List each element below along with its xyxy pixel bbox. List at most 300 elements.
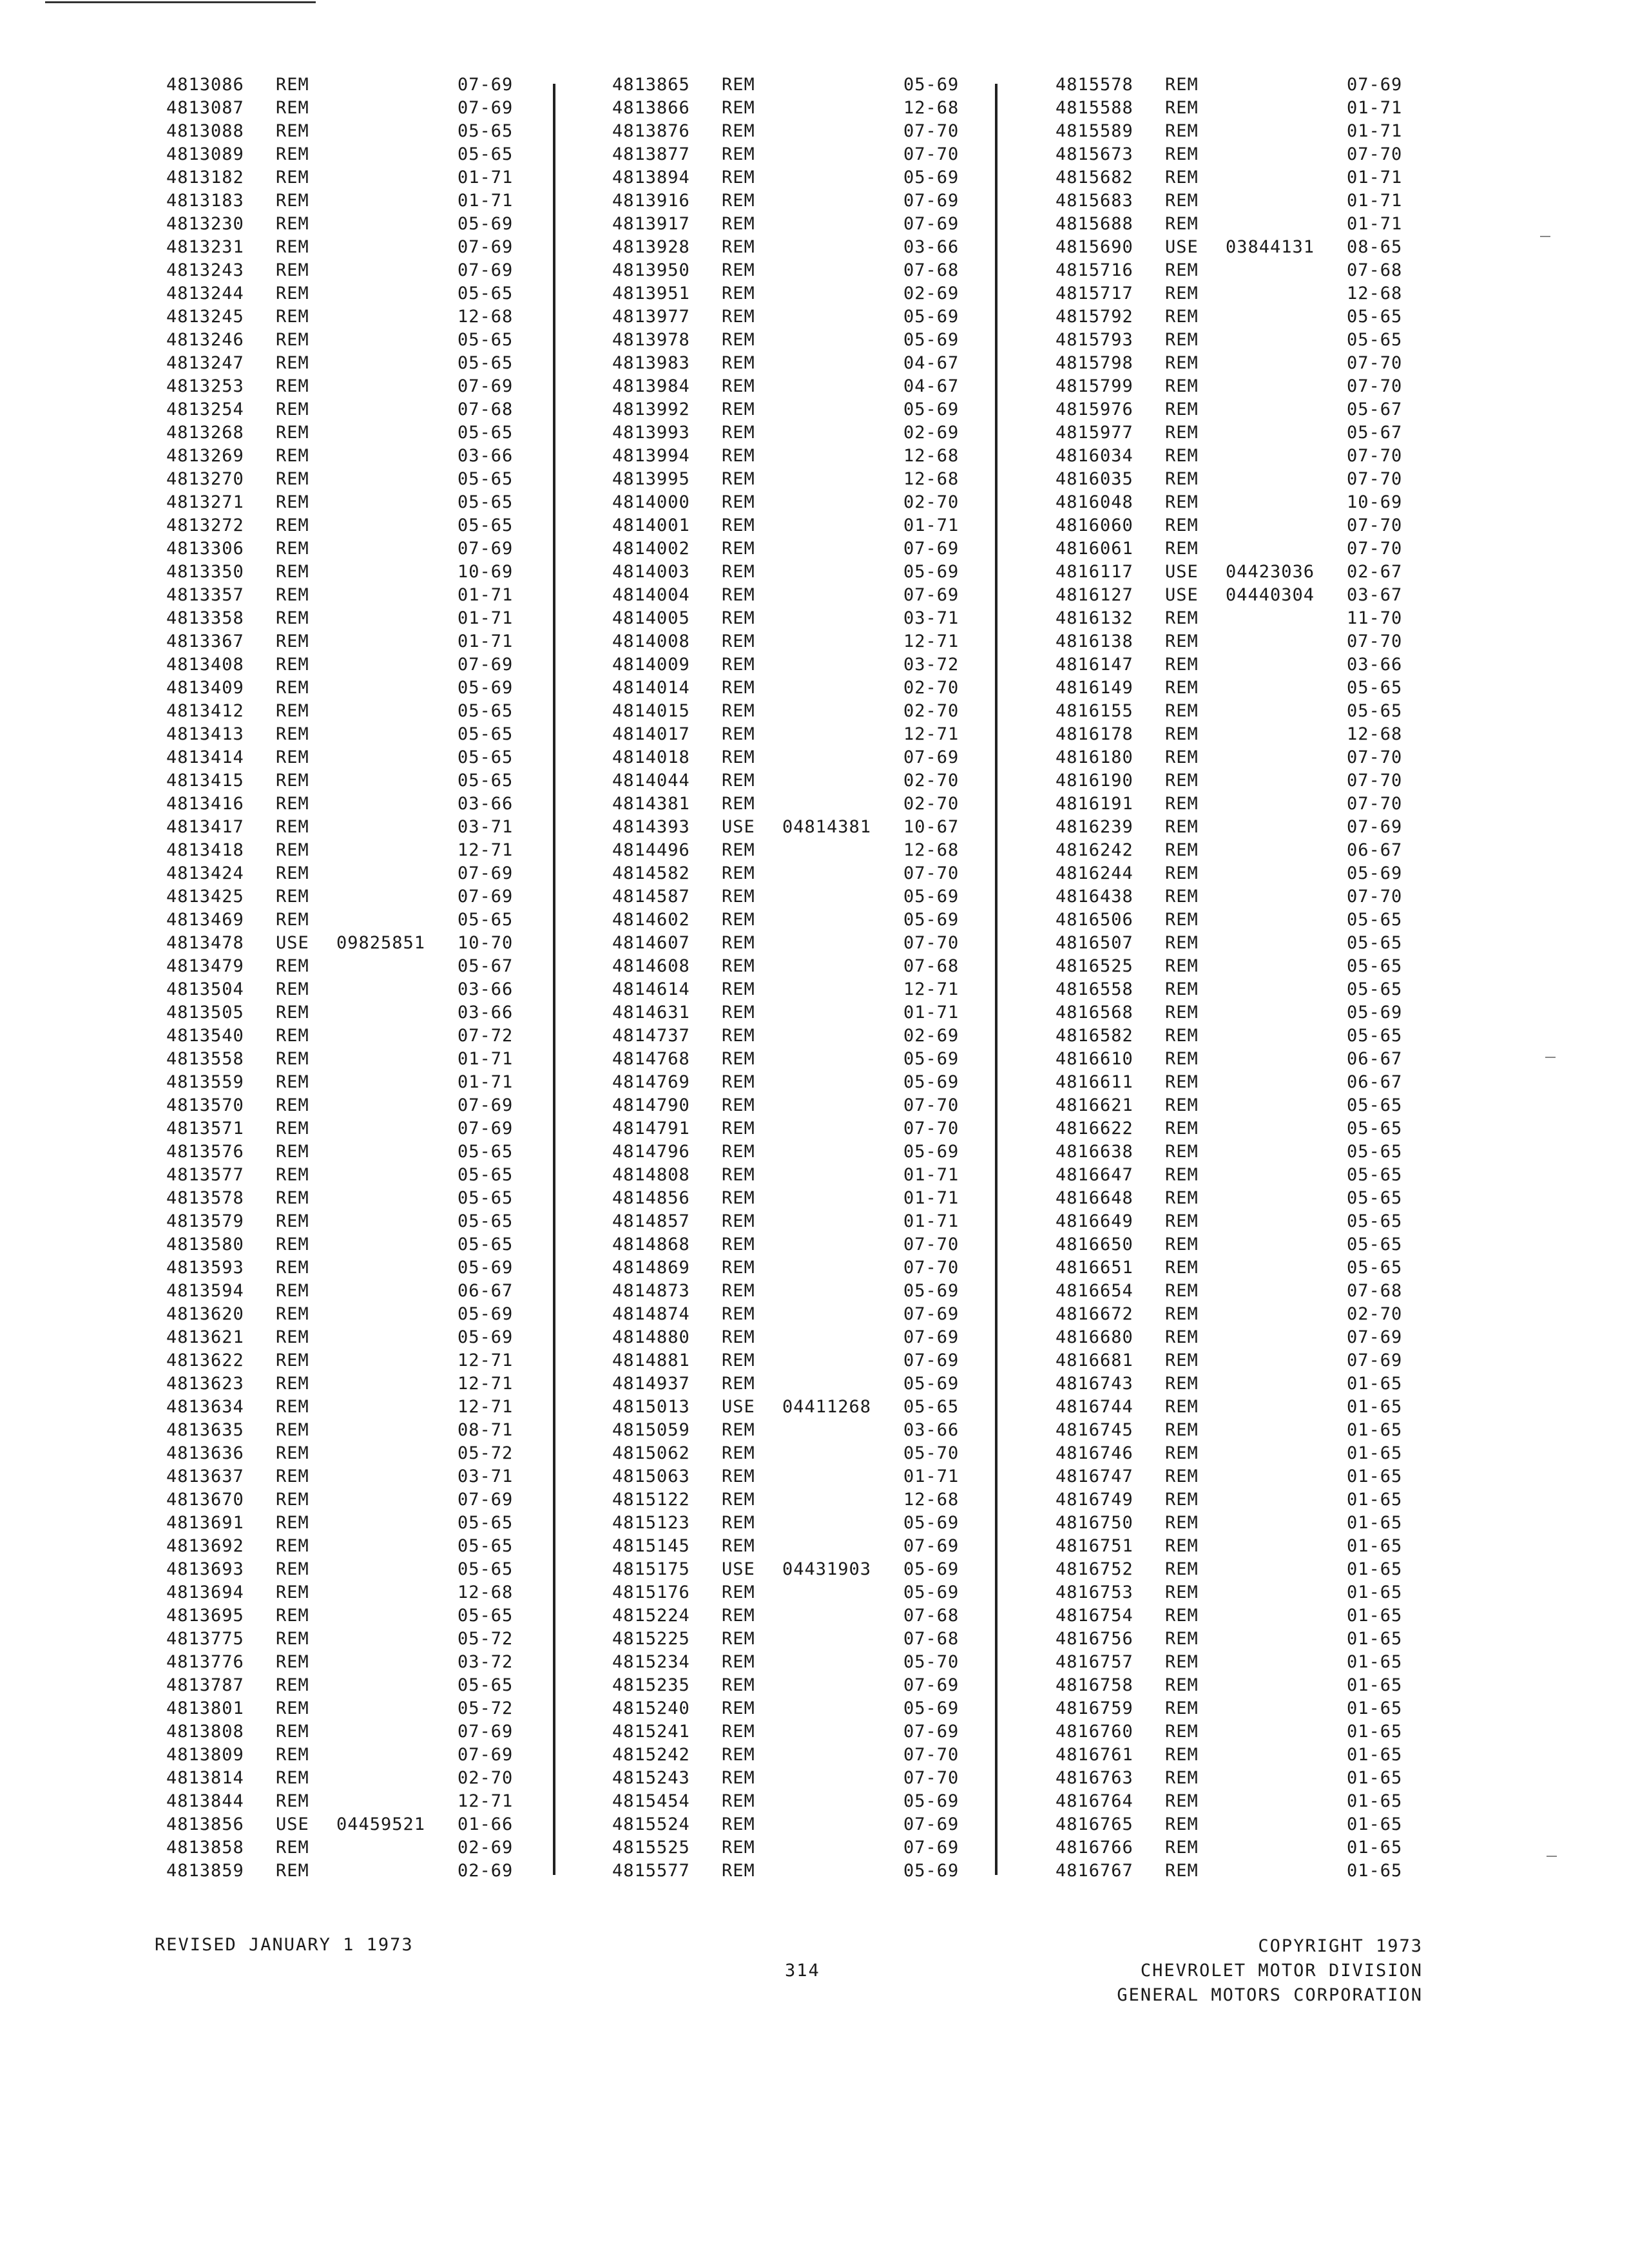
effective-date: 07-69 [903, 1838, 959, 1858]
effective-date: 07-69 [903, 1327, 959, 1347]
effective-date: 01-65 [1347, 1443, 1403, 1463]
part-number: 4815145 [612, 1536, 690, 1556]
part-number: 4816611 [1055, 1072, 1133, 1092]
status-code: USE [722, 1397, 755, 1417]
status-code: REM [722, 585, 755, 605]
effective-date: 07-70 [903, 863, 959, 883]
part-number: 4814014 [612, 678, 690, 698]
effective-date: 03-72 [458, 1652, 514, 1672]
effective-date: 03-71 [458, 817, 514, 837]
status-code: REM [1165, 121, 1199, 141]
status-code: REM [276, 515, 309, 535]
part-number: 4816132 [1055, 608, 1133, 628]
part-number: 4814873 [612, 1281, 690, 1301]
part-number: 4816747 [1055, 1466, 1133, 1486]
status-code: REM [1165, 144, 1199, 164]
effective-date: 02-70 [903, 678, 959, 698]
scan-mark [1545, 1057, 1556, 1058]
status-code: REM [1165, 1698, 1199, 1718]
status-code: REM [276, 747, 309, 767]
status-code: REM [722, 747, 755, 767]
status-code: REM [276, 1397, 309, 1417]
effective-date: 12-71 [903, 979, 959, 999]
part-number: 4813253 [166, 376, 244, 396]
status-code: REM [1165, 446, 1199, 466]
status-code: REM [1165, 817, 1199, 837]
effective-date: 05-65 [1347, 1026, 1403, 1046]
status-code: REM [722, 794, 755, 814]
effective-date: 05-69 [903, 1559, 959, 1579]
part-number: 4813182 [166, 168, 244, 187]
part-number: 4815062 [612, 1443, 690, 1463]
status-code: REM [1165, 75, 1199, 95]
part-number: 4815799 [1055, 376, 1133, 396]
effective-date: 01-65 [1347, 1606, 1403, 1626]
status-code: REM [722, 376, 755, 396]
part-number: 4816127 [1055, 585, 1133, 605]
status-code: REM [722, 608, 755, 628]
effective-date: 01-65 [1347, 1420, 1403, 1440]
status-code: REM [276, 353, 309, 373]
status-code: REM [276, 1698, 309, 1718]
status-code: REM [722, 863, 755, 883]
effective-date: 05-69 [458, 214, 514, 234]
replacement-part-number: 04411268 [782, 1397, 872, 1417]
part-number: 4813992 [612, 399, 690, 419]
status-code: REM [1165, 1814, 1199, 1834]
effective-date: 05-67 [1347, 423, 1403, 443]
part-number: 4813814 [166, 1768, 244, 1788]
effective-date: 05-69 [903, 1698, 959, 1718]
effective-date: 02-69 [903, 284, 959, 303]
effective-date: 07-68 [1347, 260, 1403, 280]
part-number: 4815589 [1055, 121, 1133, 141]
effective-date: 05-69 [458, 678, 514, 698]
status-code: REM [276, 771, 309, 791]
effective-date: 01-71 [1347, 191, 1403, 211]
effective-date: 07-68 [903, 260, 959, 280]
status-code: REM [1165, 956, 1199, 976]
status-code: REM [276, 1049, 309, 1069]
part-number: 4813272 [166, 515, 244, 535]
part-number: 4813865 [612, 75, 690, 95]
corporation-line: GENERAL MOTORS CORPORATION [1117, 1985, 1423, 2005]
effective-date: 05-69 [458, 1304, 514, 1324]
effective-date: 05-65 [1347, 678, 1403, 698]
effective-date: 02-70 [458, 1768, 514, 1788]
part-number: 4816034 [1055, 446, 1133, 466]
status-code: REM [1165, 1188, 1199, 1208]
effective-date: 06-67 [1347, 1072, 1403, 1092]
effective-date: 07-70 [1347, 446, 1403, 466]
effective-date: 01-71 [903, 1165, 959, 1185]
status-code: REM [722, 260, 755, 280]
part-number: 4813808 [166, 1722, 244, 1742]
status-code: REM [1165, 1582, 1199, 1602]
part-number: 4813670 [166, 1490, 244, 1510]
part-number: 4815673 [1055, 144, 1133, 164]
effective-date: 05-65 [1347, 1142, 1403, 1162]
part-number: 4816761 [1055, 1745, 1133, 1765]
status-code: REM [722, 840, 755, 860]
part-number: 4815063 [612, 1466, 690, 1486]
effective-date: 05-65 [458, 492, 514, 512]
status-code: REM [722, 1814, 755, 1834]
part-number: 4813809 [166, 1745, 244, 1765]
effective-date: 01-65 [1347, 1629, 1403, 1649]
effective-date: 05-69 [903, 1513, 959, 1533]
part-number: 4816048 [1055, 492, 1133, 512]
effective-date: 05-69 [903, 1861, 959, 1881]
status-code: REM [1165, 771, 1199, 791]
effective-date: 05-69 [903, 887, 959, 907]
status-code: REM [1165, 1374, 1199, 1394]
effective-date: 06-67 [1347, 1049, 1403, 1069]
effective-date: 03-66 [903, 1420, 959, 1440]
part-number: 4816764 [1055, 1791, 1133, 1811]
part-number: 4815717 [1055, 284, 1133, 303]
part-number: 4813246 [166, 330, 244, 350]
part-number: 4814582 [612, 863, 690, 883]
status-code: REM [722, 1374, 755, 1394]
part-number: 4816757 [1055, 1652, 1133, 1672]
effective-date: 05-69 [903, 168, 959, 187]
part-number: 4813775 [166, 1629, 244, 1649]
effective-date: 05-65 [458, 284, 514, 303]
effective-date: 01-65 [1347, 1722, 1403, 1742]
effective-date: 07-68 [1347, 1281, 1403, 1301]
status-code: REM [276, 1838, 309, 1858]
effective-date: 05-65 [458, 515, 514, 535]
part-number: 4815235 [612, 1675, 690, 1695]
status-code: REM [1165, 747, 1199, 767]
effective-date: 07-70 [903, 1258, 959, 1278]
effective-date: 01-65 [1347, 1490, 1403, 1510]
effective-date: 05-69 [903, 1072, 959, 1092]
status-code: REM [722, 1466, 755, 1486]
effective-date: 07-69 [903, 1350, 959, 1370]
effective-date: 01-71 [458, 1049, 514, 1069]
status-code: REM [722, 1049, 755, 1069]
effective-date: 07-69 [458, 376, 514, 396]
effective-date: 01-65 [1347, 1861, 1403, 1881]
status-code: REM [1165, 1211, 1199, 1231]
effective-date: 07-70 [1347, 353, 1403, 373]
status-code: REM [722, 655, 755, 675]
part-number: 4813877 [612, 144, 690, 164]
part-number: 4816610 [1055, 1049, 1133, 1069]
status-code: REM [1165, 678, 1199, 698]
part-number: 4816568 [1055, 1003, 1133, 1023]
status-code: REM [722, 1211, 755, 1231]
effective-date: 03-66 [458, 1003, 514, 1023]
part-number: 4813859 [166, 1861, 244, 1881]
part-number: 4813350 [166, 562, 244, 582]
effective-date: 07-69 [458, 1119, 514, 1139]
part-number: 4816681 [1055, 1350, 1133, 1370]
effective-date: 05-65 [458, 423, 514, 443]
effective-date: 01-71 [458, 191, 514, 211]
status-code: REM [1165, 307, 1199, 327]
part-number: 4816758 [1055, 1675, 1133, 1695]
effective-date: 12-71 [458, 1397, 514, 1417]
part-number: 4814880 [612, 1327, 690, 1347]
status-code: USE [722, 1559, 755, 1579]
effective-date: 07-69 [458, 1490, 514, 1510]
status-code: REM [1165, 1304, 1199, 1324]
effective-date: 07-70 [1347, 631, 1403, 651]
part-number: 4813635 [166, 1420, 244, 1440]
effective-date: 05-69 [903, 330, 959, 350]
status-code: REM [722, 1675, 755, 1695]
part-number: 4813580 [166, 1235, 244, 1254]
effective-date: 05-65 [458, 771, 514, 791]
status-code: REM [276, 701, 309, 721]
status-code: REM [1165, 1722, 1199, 1742]
status-code: REM [722, 423, 755, 443]
effective-date: 07-69 [903, 585, 959, 605]
part-number: 4814769 [612, 1072, 690, 1092]
status-code: REM [276, 98, 309, 118]
status-code: REM [276, 1258, 309, 1278]
effective-date: 12-68 [1347, 284, 1403, 303]
effective-date: 05-72 [458, 1698, 514, 1718]
status-code: REM [276, 307, 309, 327]
effective-date: 05-65 [458, 1559, 514, 1579]
part-number: 4815798 [1055, 353, 1133, 373]
part-number: 4813254 [166, 399, 244, 419]
part-number: 4815682 [1055, 168, 1133, 187]
status-code: REM [276, 446, 309, 466]
part-number: 4813983 [612, 353, 690, 373]
effective-date: 12-71 [903, 631, 959, 651]
effective-date: 01-71 [458, 631, 514, 651]
status-code: REM [1165, 794, 1199, 814]
effective-date: 01-71 [903, 1211, 959, 1231]
status-code: REM [722, 1235, 755, 1254]
status-code: REM [276, 1165, 309, 1185]
effective-date: 05-65 [1347, 1095, 1403, 1115]
part-number: 4816680 [1055, 1327, 1133, 1347]
status-code: REM [722, 1861, 755, 1881]
status-code: REM [1165, 515, 1199, 535]
part-number: 4813408 [166, 655, 244, 675]
effective-date: 07-70 [903, 1235, 959, 1254]
revision-note: REVISED JANUARY 1 1973 [155, 1935, 414, 1955]
part-number: 4814614 [612, 979, 690, 999]
status-code: REM [722, 956, 755, 976]
status-code: REM [722, 1165, 755, 1185]
status-code: REM [722, 515, 755, 535]
status-code: REM [1165, 1327, 1199, 1347]
part-number: 4813984 [612, 376, 690, 396]
part-number: 4813243 [166, 260, 244, 280]
part-number: 4816147 [1055, 655, 1133, 675]
part-number: 4814587 [612, 887, 690, 907]
part-number: 4816760 [1055, 1722, 1133, 1742]
effective-date: 02-67 [1347, 562, 1403, 582]
part-number: 4814393 [612, 817, 690, 837]
status-code: REM [722, 98, 755, 118]
effective-date: 01-71 [903, 1466, 959, 1486]
effective-date: 05-65 [1347, 1211, 1403, 1231]
effective-date: 07-69 [903, 191, 959, 211]
status-code: REM [276, 121, 309, 141]
status-code: REM [1165, 284, 1199, 303]
effective-date: 07-70 [903, 933, 959, 953]
part-number: 4814608 [612, 956, 690, 976]
status-code: REM [1165, 1003, 1199, 1023]
status-code: REM [722, 1327, 755, 1347]
effective-date: 07-69 [458, 1745, 514, 1765]
effective-date: 05-65 [1347, 979, 1403, 999]
status-code: REM [1165, 887, 1199, 907]
status-code: REM [1165, 330, 1199, 350]
status-code: REM [722, 910, 755, 930]
part-number: 4813183 [166, 191, 244, 211]
status-code: REM [276, 817, 309, 837]
effective-date: 07-69 [903, 539, 959, 559]
status-code: REM [722, 1722, 755, 1742]
status-code: REM [276, 1119, 309, 1139]
status-code: REM [722, 1258, 755, 1278]
effective-date: 07-69 [1347, 1327, 1403, 1347]
status-code: REM [276, 75, 309, 95]
part-number: 4815690 [1055, 237, 1133, 257]
part-number: 4813425 [166, 887, 244, 907]
effective-date: 07-72 [458, 1026, 514, 1046]
status-code: REM [276, 1003, 309, 1023]
effective-date: 12-71 [903, 724, 959, 744]
effective-date: 01-71 [458, 608, 514, 628]
part-number: 4815524 [612, 1814, 690, 1834]
part-number: 4816239 [1055, 817, 1133, 837]
effective-date: 03-66 [458, 979, 514, 999]
status-code: REM [1165, 168, 1199, 187]
part-number: 4816648 [1055, 1188, 1133, 1208]
status-code: REM [1165, 399, 1199, 419]
part-number: 4814008 [612, 631, 690, 651]
status-code: REM [722, 979, 755, 999]
part-number: 4815234 [612, 1652, 690, 1672]
status-code: REM [1165, 631, 1199, 651]
status-code: REM [722, 631, 755, 651]
effective-date: 07-69 [903, 1536, 959, 1556]
effective-date: 12-68 [903, 446, 959, 466]
part-number: 4816766 [1055, 1838, 1133, 1858]
part-number: 4813413 [166, 724, 244, 744]
status-code: REM [276, 1327, 309, 1347]
part-number: 4814868 [612, 1235, 690, 1254]
part-number: 4815242 [612, 1745, 690, 1765]
part-number: 4814004 [612, 585, 690, 605]
part-number: 4816244 [1055, 863, 1133, 883]
part-number: 4813995 [612, 469, 690, 489]
status-code: REM [276, 399, 309, 419]
status-code: REM [1165, 1791, 1199, 1811]
part-number: 4815793 [1055, 330, 1133, 350]
status-code: REM [276, 330, 309, 350]
status-code: REM [1165, 1861, 1199, 1881]
effective-date: 07-69 [458, 863, 514, 883]
effective-date: 05-69 [903, 1791, 959, 1811]
status-code: REM [276, 1466, 309, 1486]
part-number: 4813916 [612, 191, 690, 211]
status-code: REM [722, 1838, 755, 1858]
status-code: REM [276, 910, 309, 930]
effective-date: 05-65 [1347, 933, 1403, 953]
replacement-part-number: 04431903 [782, 1559, 872, 1579]
effective-date: 03-71 [903, 608, 959, 628]
effective-date: 01-65 [1347, 1559, 1403, 1579]
effective-date: 07-70 [1347, 515, 1403, 535]
effective-date: 05-65 [1347, 701, 1403, 721]
effective-date: 07-69 [903, 747, 959, 767]
part-number: 4815588 [1055, 98, 1133, 118]
status-code: REM [1165, 1768, 1199, 1788]
status-code: REM [1165, 1397, 1199, 1417]
status-code: USE [1165, 562, 1199, 582]
effective-date: 07-70 [903, 1095, 959, 1115]
status-code: REM [722, 1304, 755, 1324]
effective-date: 01-71 [1347, 121, 1403, 141]
effective-date: 01-66 [458, 1814, 514, 1834]
part-number: 4814602 [612, 910, 690, 930]
effective-date: 07-70 [1347, 144, 1403, 164]
part-number: 4814607 [612, 933, 690, 953]
effective-date: 07-69 [458, 98, 514, 118]
status-code: REM [1165, 1142, 1199, 1162]
status-code: USE [1165, 237, 1199, 257]
part-number: 4813594 [166, 1281, 244, 1301]
status-code: REM [276, 1768, 309, 1788]
part-number: 4813917 [612, 214, 690, 234]
part-number: 4816649 [1055, 1211, 1133, 1231]
status-code: REM [276, 1861, 309, 1881]
top-rule [45, 1, 316, 3]
status-code: REM [1165, 214, 1199, 234]
status-code: REM [276, 237, 309, 257]
part-number: 4816506 [1055, 910, 1133, 930]
effective-date: 01-65 [1347, 1513, 1403, 1533]
effective-date: 01-71 [458, 1072, 514, 1092]
part-number: 4816750 [1055, 1513, 1133, 1533]
status-code: REM [276, 1211, 309, 1231]
part-number: 4816647 [1055, 1165, 1133, 1185]
effective-date: 05-65 [1347, 1258, 1403, 1278]
effective-date: 05-72 [458, 1443, 514, 1463]
status-code: REM [722, 1768, 755, 1788]
effective-date: 05-72 [458, 1629, 514, 1649]
part-number: 4813086 [166, 75, 244, 95]
status-code: REM [722, 1142, 755, 1162]
status-code: REM [722, 1188, 755, 1208]
part-number: 4815976 [1055, 399, 1133, 419]
effective-date: 07-69 [458, 1722, 514, 1742]
status-code: REM [722, 539, 755, 559]
part-number: 4816117 [1055, 562, 1133, 582]
status-code: REM [722, 214, 755, 234]
effective-date: 05-65 [458, 330, 514, 350]
status-code: REM [1165, 1281, 1199, 1301]
part-number: 4813876 [612, 121, 690, 141]
part-number: 4813693 [166, 1559, 244, 1579]
part-number: 4814874 [612, 1304, 690, 1324]
status-code: REM [1165, 724, 1199, 744]
status-code: REM [276, 284, 309, 303]
status-code: REM [1165, 492, 1199, 512]
effective-date: 12-68 [1347, 724, 1403, 744]
